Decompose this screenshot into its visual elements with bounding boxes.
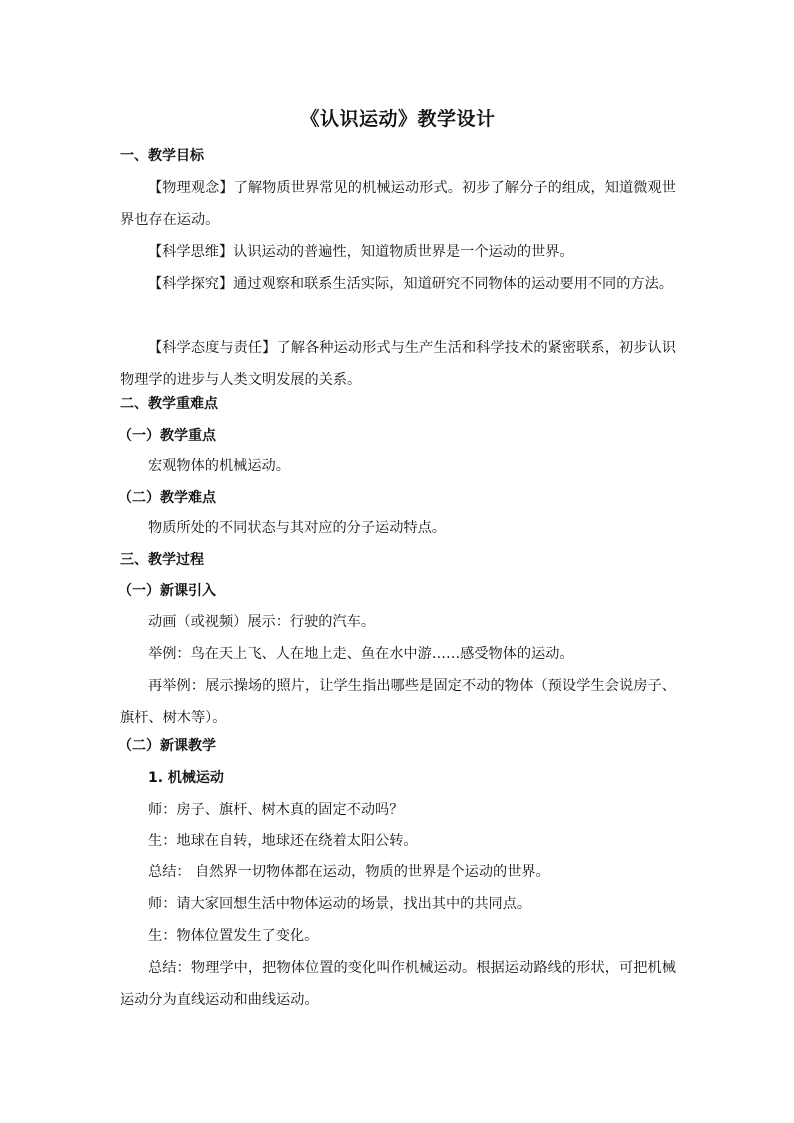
intro-paragraph-3: 再举例：展示操场的照片，让学生指出哪些是固定不动的物体（预设学生会说房子、旗杆、树木等）。 — [120, 678, 676, 726]
key-point-text: 宏观物体的机械运动。 — [148, 458, 290, 474]
dialog-line-2: 生：地球在自转，地球还在绕着太阳公转。 — [148, 833, 418, 849]
dialog-line-6: 总结：物理学中，把物体位置的变化叫作机械运动。根据运动路线的形状，可把机械运动分为直线运动和曲线运动。 — [120, 960, 676, 1008]
intro-paragraph-2: 举例：鸟在天上飞、人在地上走、鱼在水中游……感受物体的运动。 — [148, 646, 574, 662]
dialog-line-1: 师：房子、旗杆、树木真的固定不动吗？ — [148, 802, 404, 818]
goal-scientific-thinking: 【科学思维】认识运动的普遍性，知道物质世界是一个运动的世界。 — [148, 244, 574, 260]
goal-scientific-inquiry: 【科学探究】通过观察和联系生活实际，知道研究不同物体的运动要用不同的方法。 — [148, 276, 673, 292]
goal-attitude-responsibility: 【科学态度与责任】了解各种运动形式与生产生活和科学技术的紧密联系，初步认识物理学的进步与人类文明发展的关系。 — [120, 340, 676, 388]
subheading-difficult-point: （二）教学难点 — [118, 490, 216, 506]
subheading-new-lesson: （二）新课教学 — [118, 738, 216, 754]
goal-physics-concept: 【物理观念】了解物质世界常见的机械运动形式。初步了解分子的组成，知道微观世界也存在运动。 — [120, 180, 676, 228]
difficult-point-text: 物质所处的不同状态与其对应的分子运动特点。 — [148, 520, 446, 536]
dialog-line-4: 师：请大家回想生活中物体运动的场景，找出其中的共同点。 — [148, 896, 532, 912]
dialog-line-3: 总结： 自然界一切物体都在运动，物质的世界是个运动的世界。 — [148, 864, 550, 880]
section-heading-goals: 一、教学目标 — [120, 148, 204, 164]
document-title: 《认识运动》教学设计 — [300, 108, 496, 130]
subheading-key-point: （一）教学重点 — [118, 428, 216, 444]
section-heading-key-points: 二、教学重难点 — [120, 396, 218, 412]
intro-paragraph-1: 动画（或视频）展示：行驶的汽车。 — [148, 614, 376, 630]
section-heading-process: 三、教学过程 — [120, 552, 204, 568]
subheading-introduction: （一）新课引入 — [118, 583, 216, 599]
dialog-line-5: 生：物体位置发生了变化。 — [148, 928, 319, 944]
item-heading-mechanical-motion: 1. 机械运动 — [148, 770, 224, 786]
